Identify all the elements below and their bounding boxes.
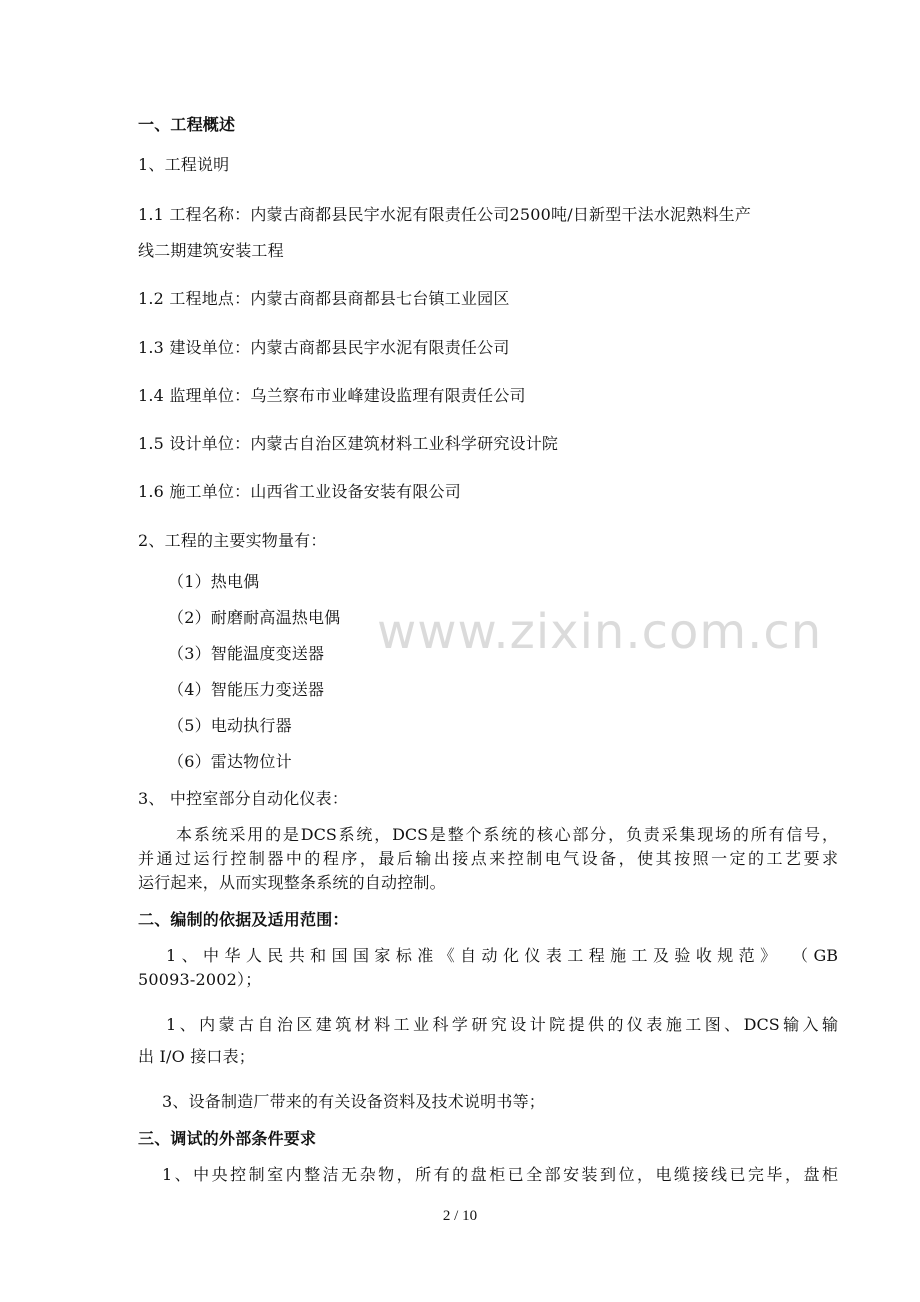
page-number: 2 / 10 (442, 1208, 478, 1224)
list-item: （2）耐磨耐高温热电偶 (168, 608, 341, 627)
dcs-paragraph-line-3: 运行起来，从而实现整条系统的自动控制。 (138, 873, 446, 892)
sub-heading-control-room: 3、 中控室部分自动化仪表： (138, 789, 349, 808)
basis-2-line-2: 出 I/O 接口表； (138, 1047, 256, 1066)
basis-1-line-1: 1、中华人民共和国国家标准《自动化仪表工程施工及验收规范》 （GB (166, 946, 838, 965)
basis-3: 3、设备制造厂带来的有关设备资料及技术说明书等； (162, 1092, 545, 1111)
watermark-text: www.zixin.com.cn (377, 604, 823, 660)
project-name-line-2: 线二期建筑安装工程 (138, 241, 284, 260)
contractor-unit: 1.6 施工单位：山西省工业设备安装有限公司 (138, 482, 461, 501)
sub-heading-quantities: 2、工程的主要实物量有： (138, 531, 327, 550)
construction-unit: 1.3 建设单位：内蒙古商都县民宇水泥有限责任公司 (138, 338, 510, 357)
section-2-heading: 二、编制的依据及适用范围： (138, 910, 349, 929)
dcs-paragraph-line-2: 并通过运行控制器中的程序，最后输出接点来控制电气设备，使其按照一定的工艺要求 (138, 849, 838, 868)
project-location: 1.2 工程地点：内蒙古商都县商都县七台镇工业园区 (138, 289, 510, 308)
design-unit: 1.5 设计单位：内蒙古自治区建筑材料工业科学研究设计院 (138, 434, 559, 453)
sub-heading-project-description: 1、工程说明 (138, 155, 230, 174)
list-item: （1）热电偶 (168, 572, 260, 591)
list-item: （3）智能温度变送器 (168, 644, 325, 663)
dcs-paragraph-line-1: 本系统采用的是DCS系统，DCS是整个系统的核心部分，负责采集现场的所有信号， (176, 825, 838, 844)
list-item: （6）雷达物位计 (168, 752, 292, 771)
list-item: （4）智能压力变送器 (168, 680, 325, 699)
section-3-heading: 三、调试的外部条件要求 (138, 1129, 317, 1148)
list-item: （5）电动执行器 (168, 716, 292, 735)
section-1-heading: 一、工程概述 (138, 115, 236, 134)
basis-2-line-1: 1、内蒙古自治区建筑材料工业科学研究设计院提供的仪表施工图、DCS输入输 (166, 1015, 838, 1034)
condition-1-line-1: 1、中央控制室内整洁无杂物，所有的盘柜已全部安装到位，电缆接线已完毕，盘柜 (162, 1165, 838, 1184)
basis-1-line-2: 50093-2002）； (138, 970, 262, 989)
project-name-line-1: 1.1 工程名称：内蒙古商都县民宇水泥有限责任公司2500吨/日新型干法水泥熟料生产 (138, 205, 752, 224)
supervision-unit: 1.4 监理单位：乌兰察布市业峰建设监理有限责任公司 (138, 386, 526, 405)
